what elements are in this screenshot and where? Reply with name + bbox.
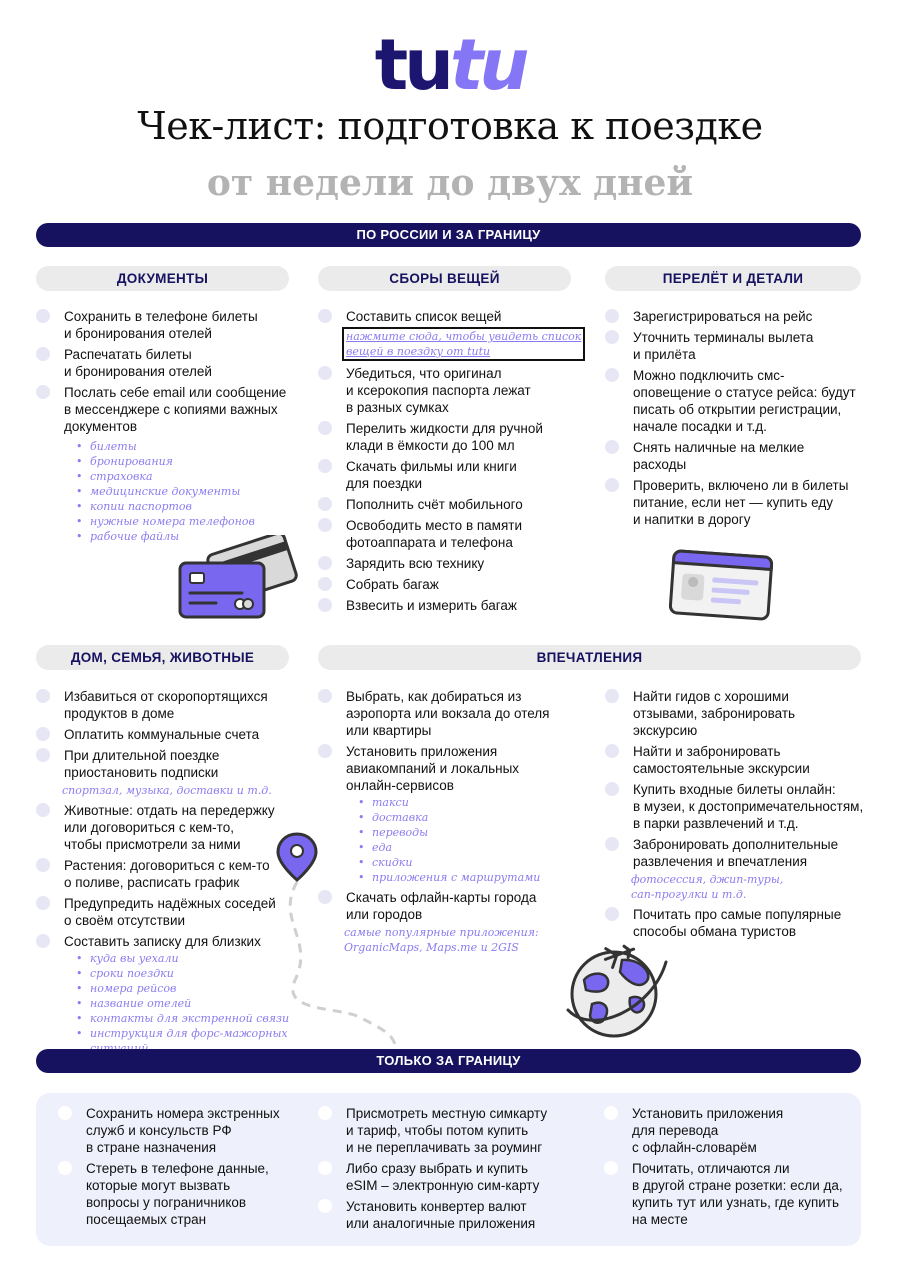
tutu-logo (0, 24, 900, 106)
checkbox-dot[interactable] (36, 858, 50, 872)
item-text: Пополнить счёт мобильного (346, 497, 523, 512)
checklist-item[interactable] (318, 1198, 588, 1232)
checklist-item[interactable] (58, 1105, 328, 1156)
documents-list (36, 308, 306, 544)
item-text: Собрать багаж (346, 577, 439, 592)
flight-list (605, 308, 880, 528)
section-banner-russia-abroad: ПО РОССИИ И ЗА ГРАНИЦУ (36, 223, 861, 247)
item-note: фотосессия, джип-туры, сап-прогулки и т.д. (631, 873, 784, 901)
flight-column (605, 308, 880, 532)
item-text: Стереть в телефоне данные, которые могут вызвать вопросы у пограничников посещаемых стран (86, 1161, 269, 1227)
checklist-item[interactable] (36, 308, 306, 342)
checkbox-dot[interactable] (318, 689, 332, 703)
checkbox-dot[interactable] (605, 440, 619, 454)
checkbox-dot[interactable] (605, 330, 619, 344)
checklist-item[interactable] (318, 597, 588, 614)
checkbox-dot[interactable] (36, 385, 50, 399)
item-text: Перелить жидкости для ручной клади в ёмкости до 100 мл (346, 421, 543, 453)
checkbox-dot[interactable] (36, 896, 50, 910)
checkbox-dot[interactable] (36, 689, 50, 703)
item-text: Установить конвертер валют или аналогичные приложения (346, 1199, 536, 1231)
checkbox-dot[interactable] (605, 368, 619, 382)
packing-list (318, 308, 588, 614)
checklist-item[interactable] (36, 726, 321, 743)
checkbox-dot[interactable] (36, 727, 50, 741)
checkbox-dot[interactable] (605, 744, 619, 758)
sub-item: • доставка (358, 811, 429, 824)
heading-documents: ДОКУМЕНТЫ (36, 266, 289, 291)
item-text: Либо сразу выбрать и купить eSIM – электронную сим-карту (346, 1161, 540, 1193)
checkbox-dot[interactable] (36, 347, 50, 361)
checkbox-dot[interactable] (318, 497, 332, 511)
abroad-panel (36, 1093, 861, 1246)
abroad-column-2 (318, 1105, 588, 1236)
item-text: Оплатить коммунальные счета (64, 727, 260, 742)
sub-item: • бронирования (76, 455, 173, 468)
checklist-item[interactable] (604, 1160, 859, 1228)
checkbox-dot[interactable] (318, 366, 332, 380)
section-banner-abroad-only: ТОЛЬКО ЗА ГРАНИЦУ (36, 1049, 861, 1073)
item-text: Купить входные билеты онлайн: в музеи, к достопримечательностям, в парки развлечений и т.д. (633, 782, 864, 831)
credit-cards-icon (176, 535, 302, 621)
page-title: Чек-лист: подготовка к поездке (137, 104, 763, 148)
checkbox-dot[interactable] (605, 907, 619, 921)
apps-sublist (358, 795, 588, 885)
abroad-column-3 (604, 1105, 859, 1232)
item-text: Послать себе email или сообщение в мессенджере с копиями важных документов (64, 385, 287, 434)
item-text: Забронировать дополнительные развлечения и впечатления (633, 837, 839, 869)
packing-column (318, 308, 588, 618)
item-text: Найти гидов с хорошими отзывами, забронировать экскурсию (633, 689, 796, 738)
checkbox-dot[interactable] (318, 421, 332, 435)
checklist-item[interactable] (605, 367, 880, 435)
documents-column (36, 308, 306, 548)
impressions-middle-list (318, 688, 588, 955)
checkbox-dot[interactable] (318, 577, 332, 591)
sub-item: • такси (358, 796, 409, 809)
item-text: Выбрать, как добираться из аэропорта или вокзала до отеля или квартиры (346, 689, 550, 738)
sub-item: • сроки поездки (76, 967, 174, 980)
checkbox-dot[interactable] (605, 837, 619, 851)
checkbox-dot[interactable] (318, 459, 332, 473)
checkbox-dot[interactable] (36, 934, 50, 948)
checkbox-dot[interactable] (605, 309, 619, 323)
checklist-item[interactable] (318, 517, 588, 551)
item-text: Почитать, отличаются ли в другой стране розетки: если да, купить тут или узнать, где купить на месте (632, 1161, 843, 1227)
checklist-item[interactable] (36, 747, 321, 798)
item-text: Сохранить в телефоне билеты и бронирования отелей (64, 309, 258, 341)
logo-part-navy: tu (374, 24, 450, 106)
logo-part-violet: tu (450, 24, 526, 106)
item-text: Предупредить надёжных соседей о своём отсутствии (64, 896, 276, 928)
sub-item: • рабочие файлы (76, 530, 180, 543)
item-text: Уточнить терминалы вылета и прилёта (633, 330, 814, 362)
checkbox-dot[interactable] (318, 1106, 332, 1120)
checkbox-dot[interactable] (318, 890, 332, 904)
checkbox-dot[interactable] (58, 1161, 72, 1175)
checkbox-dot[interactable] (318, 309, 332, 323)
checkbox-dot[interactable] (36, 309, 50, 323)
checklist-item[interactable] (605, 439, 880, 473)
item-text: Освободить место в памяти фотоаппарата и телефона (346, 518, 522, 550)
checklist-item[interactable] (318, 365, 588, 416)
checklist-item[interactable] (318, 496, 588, 513)
item-text: Скачать фильмы или книги для поездки (346, 459, 517, 491)
item-text: Почитать про самые популярные способы обмана туристов (633, 907, 842, 939)
item-text: Снять наличные на мелкие расходы (633, 440, 805, 472)
checkbox-dot[interactable] (36, 748, 50, 762)
checkbox-dot[interactable] (605, 689, 619, 703)
impressions-right-list (605, 688, 890, 940)
sub-item: • приложения с маршрутами (358, 871, 541, 884)
checklist-item[interactable] (605, 329, 880, 363)
checklist-item[interactable] (318, 576, 588, 593)
sub-item: • страховка (76, 470, 153, 483)
checklist-item[interactable] (318, 889, 588, 955)
checkbox-dot[interactable] (605, 782, 619, 796)
sub-item: • контакты для экстренной связи (76, 1012, 290, 1025)
sub-item: • скидки (358, 856, 413, 869)
checkbox-dot[interactable] (318, 598, 332, 612)
checkbox-dot[interactable] (604, 1106, 618, 1120)
item-text: Распечатать билеты и бронирования отелей (64, 347, 212, 379)
item-text: Растения: договориться с кем-то о поливе, расписать график (64, 858, 270, 890)
sub-item: • переводы (358, 826, 429, 839)
checklist-item[interactable] (318, 555, 588, 572)
item-text: Проверить, включено ли в билеты питание, если нет — купить еду и напитки в дорогу (633, 478, 849, 527)
checkbox-dot[interactable] (318, 1199, 332, 1213)
documents-sublist (76, 439, 306, 544)
checklist-item[interactable] (605, 477, 880, 528)
checklist-item[interactable] (58, 1160, 328, 1228)
checklist-item[interactable] (605, 906, 890, 940)
item-text: Животные: отдать на передержку или договориться с кем-то, чтобы присмотрели за ними (64, 803, 275, 852)
item-text: Зарегистрироваться на рейс (633, 309, 813, 324)
checklist-item[interactable] (318, 688, 588, 739)
checklist-item[interactable] (605, 688, 890, 739)
sub-item: • куда вы уехали (76, 952, 179, 965)
globe-plane-icon (562, 940, 672, 1040)
checklist-item[interactable] (318, 1160, 588, 1194)
checkbox-dot[interactable] (318, 744, 332, 758)
item-note: самые популярные приложения: OrganicMaps, Maps.me и 2GIS (344, 926, 539, 954)
abroad-column-1 (58, 1105, 328, 1232)
checklist-item[interactable] (605, 743, 890, 777)
sub-item: • инструкция для форс-мажорных (76, 1027, 288, 1040)
sub-item: • номера рейсов (76, 982, 177, 995)
item-text: При длительной поездке приостановить подписки (64, 748, 220, 780)
impressions-right-column (605, 688, 890, 944)
checklist-item[interactable] (36, 346, 306, 380)
checklist-item[interactable] (318, 1105, 588, 1156)
heading-flight: ПЕРЕЛЁТ И ДЕТАЛИ (605, 266, 861, 291)
checklist-item[interactable] (318, 420, 588, 454)
abroad-list-2 (318, 1105, 588, 1232)
item-note: спортзал, музыка, доставки и т.д. (62, 784, 272, 797)
page-subtitle: от недели до двух дней (206, 162, 694, 204)
checkbox-dot[interactable] (318, 1161, 332, 1175)
item-text: Зарядить всю технику (346, 556, 485, 571)
checklist-item[interactable] (318, 308, 588, 361)
heading-impressions: ВПЕЧАТЛЕНИЯ (318, 645, 861, 670)
item-text: Сохранить номера экстренных служб и консульств РФ в стране назначения (86, 1106, 280, 1155)
id-card-icon (668, 548, 774, 622)
item-text: Скачать офлайн-карты города или городов (346, 890, 537, 922)
checklist-item[interactable] (605, 308, 880, 325)
abroad-list-1 (58, 1105, 328, 1228)
checkbox-dot[interactable] (318, 518, 332, 532)
heading-home: ДОМ, СЕМЬЯ, ЖИВОТНЫЕ (36, 645, 289, 670)
checklist-item[interactable] (36, 688, 321, 722)
item-text: Составить записку для близких (64, 934, 261, 949)
sub-item: • медицинские документы (76, 485, 241, 498)
checkbox-dot[interactable] (318, 556, 332, 570)
checkbox-dot[interactable] (604, 1161, 618, 1175)
checklist-item[interactable] (318, 458, 588, 492)
item-text: Можно подключить смс- оповещение о статусе рейса: будут писать об открытии регистрации, начале посадки и т.д. (633, 368, 856, 434)
sub-item: • нужные номера телефонов (76, 515, 255, 528)
item-text: Установить приложения авиакомпаний и локальных онлайн-сервисов (346, 744, 520, 793)
packing-list-link[interactable]: нажмите сюда, чтобы увидеть список вещей в поездку от tutu (342, 327, 585, 361)
item-text: Составить список вещей (346, 309, 502, 324)
sub-item: • еда (358, 841, 393, 854)
sub-item: • копии паспортов (76, 500, 192, 513)
sub-item: • название отелей (76, 997, 192, 1010)
heading-packing: СБОРЫ ВЕЩЕЙ (318, 266, 571, 291)
checkbox-dot[interactable] (605, 478, 619, 492)
checklist-item[interactable] (605, 836, 890, 902)
item-text: Убедиться, что оригинал и ксерокопия паспорта лежат в разных сумках (346, 366, 531, 415)
impressions-middle-column (318, 688, 588, 959)
item-text: Присмотреть местную симкарту и тариф, чтобы потом купить и не переплачивать за роуминг (346, 1106, 548, 1155)
item-text: Взвесить и измерить багаж (346, 598, 517, 613)
item-text: Избавиться от скоропортящихся продуктов в доме (64, 689, 268, 721)
checklist-item[interactable] (605, 781, 890, 832)
checklist-item[interactable] (318, 743, 588, 885)
checklist-item[interactable] (604, 1105, 859, 1156)
checklist-item[interactable] (36, 384, 306, 544)
item-text: Найти и забронировать самостоятельные экскурсии (633, 744, 810, 776)
item-text: Установить приложения для перевода с офлайн-словарём (632, 1106, 784, 1155)
sub-item: • билеты (76, 440, 137, 453)
checkbox-dot[interactable] (36, 803, 50, 817)
abroad-list-3 (604, 1105, 859, 1228)
checkbox-dot[interactable] (58, 1106, 72, 1120)
